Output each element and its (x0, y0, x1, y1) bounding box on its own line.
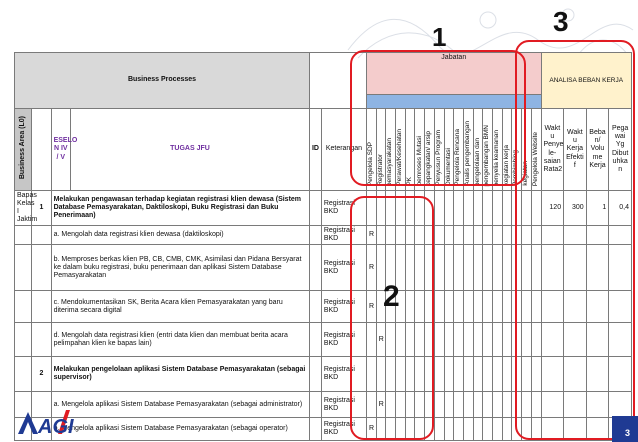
row-jabatan-cell (425, 418, 435, 441)
row-jabatan-cell (522, 392, 532, 418)
table-row (15, 191, 632, 226)
row-jabatan-cell (454, 392, 464, 418)
row-jabatan-cell (434, 226, 444, 245)
row-jabatan-cell (522, 323, 532, 357)
agi-logo-mark (14, 408, 74, 436)
row-jabatan-cell (454, 291, 464, 323)
row-jabatan-cell (434, 291, 444, 323)
row-jabatan-cell (522, 191, 532, 226)
jabatan-column-label: pengelolaan dan (473, 137, 481, 186)
row-jabatan-cell (434, 245, 444, 291)
jabatan-column-5 (415, 109, 425, 191)
row-jabatan-cell (473, 191, 483, 226)
row-jabatan-cell (483, 245, 493, 291)
row-id (309, 226, 321, 245)
row-jabatan-cell (405, 357, 415, 392)
row-analisa-value (609, 245, 632, 291)
responsibility-mark: R (367, 245, 377, 291)
jabatan-column-13 (492, 109, 502, 191)
row-jabatan-cell (444, 392, 454, 418)
jabatan-column-label: Registrator (376, 154, 384, 186)
row-jabatan-cell (396, 191, 406, 226)
analisa-column-2: Beba n/ Volu me Kerja (586, 109, 609, 191)
responsibility-mark: R (376, 323, 386, 357)
jabatan-column-label: Penyusun Program (434, 130, 442, 186)
table-row (15, 418, 632, 441)
jabatan-column-label: kegiatan (522, 161, 530, 186)
row-jabatan-cell (405, 323, 415, 357)
row-analisa-value (541, 291, 564, 323)
row-jabatan-cell (463, 245, 473, 291)
row-keterangan: Registrasi BKD (321, 323, 366, 357)
row-area (15, 291, 32, 323)
row-id (309, 418, 321, 441)
header-analisa-beban-kerja: ANALISA BEBAN KERJA (541, 53, 632, 109)
row-jabatan-cell (386, 226, 396, 245)
responsibility-mark: R (367, 226, 377, 245)
row-analisa-value (564, 392, 587, 418)
annotation-number-one: 1 (432, 22, 447, 52)
row-jabatan-cell (405, 245, 415, 291)
row-area: Bapas Kelas I Jaktim (15, 191, 32, 226)
analisa-column-3: Pega wai Yg Dibut uhka n (609, 109, 632, 191)
row-jabatan-cell (502, 191, 512, 226)
row-jabatan-cell (454, 191, 464, 226)
row-jabatan-cell (531, 418, 541, 441)
jabatan-column-label: kegiatan kerja (502, 145, 510, 186)
row-jabatan-cell (492, 245, 502, 291)
row-jabatan-cell (454, 323, 464, 357)
jabatan-column-label: Pengelola Website (531, 131, 539, 186)
jabatan-column-12 (483, 109, 493, 191)
row-jabatan-cell (531, 291, 541, 323)
row-jabatan-cell (425, 226, 435, 245)
row-jabatan-cell (473, 226, 483, 245)
row-jabatan-cell (502, 245, 512, 291)
row-jabatan-cell (415, 392, 425, 418)
row-jabatan-cell (367, 357, 377, 392)
jabatan-column-label: Pengelola Rencana (454, 129, 462, 186)
row-jabatan-cell (522, 245, 532, 291)
row-jabatan-cell (512, 226, 522, 245)
row-jabatan-cell (492, 418, 502, 441)
row-jabatan-cell (454, 357, 464, 392)
row-jabatan-cell (444, 357, 454, 392)
row-jabatan-cell (396, 392, 406, 418)
row-jabatan-cell (444, 418, 454, 441)
row-task: b. Memproses berkas klien PB, CB, CMB, CMK, Asimilasi dan Pidana Bersyarat ke dalam buku registrasi, buku penerimaan dan aplikasi Sistem Database Pemasyarakatan (51, 245, 309, 291)
row-analisa-value: 1 (586, 191, 609, 226)
row-jabatan-cell (512, 357, 522, 392)
row-jabatan-cell (405, 392, 415, 418)
row-jabatan-cell (425, 357, 435, 392)
row-jabatan-cell (463, 323, 473, 357)
row-jabatan-cell (483, 226, 493, 245)
row-jabatan-cell (396, 226, 406, 245)
row-analisa-value (609, 323, 632, 357)
row-analisa-value (586, 392, 609, 418)
row-area (15, 323, 32, 357)
row-jabatan-cell (502, 392, 512, 418)
row-analisa-value (586, 291, 609, 323)
row-jabatan-cell (434, 392, 444, 418)
row-analisa-value (586, 323, 609, 357)
row-jabatan-cell (492, 291, 502, 323)
jabatan-column-label: Dokumentasi (444, 148, 452, 186)
row-jabatan-cell (531, 392, 541, 418)
header-jabatan-band (367, 95, 541, 109)
row-keterangan: Registrasi BKD (321, 418, 366, 441)
row-id (309, 291, 321, 323)
row-jabatan-cell (522, 418, 532, 441)
row-jabatan-cell (512, 291, 522, 323)
row-analisa-value (586, 245, 609, 291)
row-jabatan-cell (444, 226, 454, 245)
row-jabatan-cell (405, 291, 415, 323)
row-jabatan-cell (463, 291, 473, 323)
row-jabatan-cell (492, 226, 502, 245)
row-task: Melakukan pengelolaan aplikasi Sistem Database Pemasyarakatan (sebagai supervisor) (51, 357, 309, 392)
row-jabatan-cell (415, 245, 425, 291)
jabatan-column-11 (473, 109, 483, 191)
row-index (32, 291, 51, 323)
row-jabatan-cell (386, 323, 396, 357)
row-jabatan-cell (415, 323, 425, 357)
row-jabatan-cell (454, 245, 464, 291)
row-jabatan-cell (512, 191, 522, 226)
row-id (309, 191, 321, 226)
row-jabatan-cell (444, 291, 454, 323)
header-business-area-cell (15, 109, 32, 191)
row-jabatan-cell (531, 357, 541, 392)
table-row (15, 323, 632, 357)
jabatan-column-label: PK (405, 177, 413, 186)
row-jabatan-cell (367, 191, 377, 226)
row-jabatan-cell (463, 226, 473, 245)
table-row (15, 291, 632, 323)
header-business-area: Business Area (L0) (19, 116, 27, 180)
row-keterangan: Registrasi BKD (321, 245, 366, 291)
row-jabatan-cell (367, 323, 377, 357)
row-jabatan-cell (463, 357, 473, 392)
row-jabatan-cell (522, 357, 532, 392)
jabatan-column-2 (386, 109, 396, 191)
row-jabatan-cell (405, 418, 415, 441)
row-jabatan-cell (483, 291, 493, 323)
row-jabatan-cell (434, 418, 444, 441)
row-index: 2 (32, 357, 51, 392)
row-jabatan-cell (473, 323, 483, 357)
row-analisa-value (586, 418, 609, 441)
row-jabatan-cell (492, 392, 502, 418)
row-keterangan: Registrasi BKD (321, 357, 366, 392)
row-jabatan-cell (396, 418, 406, 441)
row-index (32, 226, 51, 245)
annotation-number-two: 2 (383, 280, 400, 313)
header-blank-id (309, 53, 366, 109)
row-jabatan-cell (473, 392, 483, 418)
table-row (15, 226, 632, 245)
jabatan-column-7 (434, 109, 444, 191)
row-jabatan-cell (463, 418, 473, 441)
jabatan-column-label: pemasyarakatan (386, 137, 394, 186)
row-jabatan-cell (483, 418, 493, 441)
row-jabatan-cell (483, 191, 493, 226)
row-jabatan-cell (415, 418, 425, 441)
table-row (15, 245, 632, 291)
row-jabatan-cell (415, 291, 425, 323)
header-keterangan: Keterangan (321, 109, 366, 191)
jabatan-column-label: Pembimbing (512, 149, 520, 186)
row-task: Melakukan pengawasan terhadap kegiatan registrasi klien dewasa (Sistem Database Pemasyarakatan, Daktiloskopi, Buku Registrasi dan Buku Penerimaan) (51, 191, 309, 226)
row-keterangan: Registrasi BKD (321, 291, 366, 323)
row-jabatan-cell (512, 418, 522, 441)
row-area (15, 245, 32, 291)
row-jabatan-cell (434, 191, 444, 226)
header-jabatan: Jabatan (367, 53, 541, 95)
row-jabatan-cell (454, 418, 464, 441)
row-jabatan-cell (531, 191, 541, 226)
row-jabatan-cell (522, 226, 532, 245)
row-jabatan-cell (386, 418, 396, 441)
row-keterangan: Registrasi BKD (321, 226, 366, 245)
row-analisa-value (541, 323, 564, 357)
row-analisa-value (564, 418, 587, 441)
row-keterangan: Registrasi BKD (321, 191, 366, 226)
row-analisa-value (564, 291, 587, 323)
responsibility-mark: R (367, 418, 377, 441)
row-id (309, 245, 321, 291)
row-jabatan-cell (531, 226, 541, 245)
row-jabatan-cell (502, 357, 512, 392)
analisa-column-0: Wakt u Penye le- saian Rata2 (541, 109, 564, 191)
row-jabatan-cell (463, 392, 473, 418)
row-jabatan-cell (425, 245, 435, 291)
row-analisa-value (609, 291, 632, 323)
row-jabatan-cell (386, 357, 396, 392)
row-task: c. Mendokumentasikan SK, Berita Acara klien Pemasyarakatan yang baru diterima secara digital (51, 291, 309, 323)
row-analisa-value (564, 357, 587, 392)
header-blank-col (32, 109, 51, 191)
jabatan-column-4 (405, 109, 415, 191)
row-jabatan-cell (473, 357, 483, 392)
row-task: d. Mengolah data registrasi klien (entri data klien dan membuat berita acara pelimpahan klien ke bapas lain) (51, 323, 309, 357)
jabatan-column-8 (444, 109, 454, 191)
row-jabatan-cell (522, 291, 532, 323)
row-task: b. Mengelola aplikasi Sistem Database Pemasyarakatan (sebagai operator) (51, 418, 309, 441)
row-jabatan-cell (434, 357, 444, 392)
responsibility-mark: R (367, 291, 377, 323)
row-jabatan-cell (492, 323, 502, 357)
row-analisa-value (586, 226, 609, 245)
row-jabatan-cell (512, 245, 522, 291)
row-jabatan-cell (512, 323, 522, 357)
row-jabatan-cell (454, 226, 464, 245)
row-jabatan-cell (483, 357, 493, 392)
row-keterangan: Registrasi BKD (321, 392, 366, 418)
row-jabatan-cell (444, 323, 454, 357)
row-jabatan-cell (405, 226, 415, 245)
row-analisa-value (609, 226, 632, 245)
row-jabatan-cell (531, 245, 541, 291)
row-jabatan-cell (376, 226, 386, 245)
row-jabatan-cell (425, 323, 435, 357)
jabatan-column-label: penyelia keamanan (493, 129, 501, 186)
page-number: 3 (624, 428, 630, 438)
row-jabatan-cell (502, 226, 512, 245)
row-id (309, 323, 321, 357)
jabatan-column-label: Analis pengembangan (463, 121, 471, 186)
row-jabatan-cell (396, 323, 406, 357)
row-jabatan-cell (425, 291, 435, 323)
jabatan-column-3 (396, 109, 406, 191)
jabatan-column-label: pemroses Mutasi (415, 136, 423, 186)
jabatan-column-17 (531, 109, 541, 191)
header-eselon: ESELO N IV / V (51, 109, 70, 191)
row-jabatan-cell (396, 357, 406, 392)
row-jabatan-cell (386, 191, 396, 226)
row-jabatan-cell (376, 357, 386, 392)
row-analisa-value (541, 392, 564, 418)
row-jabatan-cell (463, 191, 473, 226)
jabatan-column-label: pengembangan BMN (483, 124, 491, 186)
agi-logo-text: AGI (38, 416, 74, 438)
row-jabatan-cell (492, 191, 502, 226)
row-jabatan-cell (425, 392, 435, 418)
row-jabatan-cell (444, 191, 454, 226)
row-analisa-value (541, 357, 564, 392)
header-business-processes: Business Processes (15, 53, 310, 109)
row-jabatan-cell (492, 357, 502, 392)
row-task: a. Mengolah data registrasi klien dewasa (daktiloskopi) (51, 226, 309, 245)
row-jabatan-cell (415, 226, 425, 245)
responsibility-mark: R (376, 392, 386, 418)
row-id (309, 357, 321, 392)
row-jabatan-cell (473, 291, 483, 323)
row-jabatan-cell (502, 291, 512, 323)
row-jabatan-cell (425, 191, 435, 226)
row-jabatan-cell (376, 418, 386, 441)
row-analisa-value (564, 245, 587, 291)
jabatan-column-15 (512, 109, 522, 191)
row-analisa-value (541, 245, 564, 291)
row-task: a. Mengelola aplikasi Sistem Database Pemasyarakatan (sebagai administrator) (51, 392, 309, 418)
row-jabatan-cell (415, 357, 425, 392)
row-jabatan-cell (512, 392, 522, 418)
row-analisa-value (541, 418, 564, 441)
header-tugas-jfu: TUGAS JFU (70, 109, 309, 191)
jabatan-column-label: kepangkatan/ arsip (425, 131, 433, 186)
jabatan-column-16 (522, 109, 532, 191)
row-index (32, 245, 51, 291)
jabatan-column-14 (502, 109, 512, 191)
batik-background-decoration (338, 0, 638, 60)
business-process-table (14, 52, 632, 441)
row-analisa-value: 0,4 (609, 191, 632, 226)
table-row (15, 392, 632, 418)
row-analisa-value (541, 226, 564, 245)
row-analisa-value: 300 (564, 191, 587, 226)
row-jabatan-cell (483, 323, 493, 357)
jabatan-column-label: Perawat/Kesehatan (396, 129, 404, 186)
jabatan-column-1 (376, 109, 386, 191)
row-area (15, 357, 32, 392)
row-analisa-value: 120 (541, 191, 564, 226)
jabatan-column-label: Pengelola SDP (367, 141, 375, 186)
agi-logo (14, 408, 74, 436)
table-row (15, 357, 632, 392)
row-jabatan-cell (376, 191, 386, 226)
row-jabatan-cell (415, 191, 425, 226)
row-index (32, 323, 51, 357)
row-jabatan-cell (405, 191, 415, 226)
jabatan-column-0 (367, 109, 377, 191)
header-id: ID (309, 109, 321, 191)
row-jabatan-cell (502, 323, 512, 357)
row-jabatan-cell (502, 418, 512, 441)
row-id (309, 392, 321, 418)
row-jabatan-cell (483, 392, 493, 418)
row-area (15, 226, 32, 245)
jabatan-column-10 (463, 109, 473, 191)
row-jabatan-cell (367, 392, 377, 418)
row-jabatan-cell (531, 323, 541, 357)
row-index: 1 (32, 191, 51, 226)
row-jabatan-cell (434, 323, 444, 357)
annotation-number-three: 3 (553, 6, 569, 37)
row-analisa-value (586, 357, 609, 392)
jabatan-column-9 (454, 109, 464, 191)
row-jabatan-cell (444, 245, 454, 291)
row-jabatan-cell (386, 392, 396, 418)
analisa-column-1: Wakt u Kerja Efekti f (564, 109, 587, 191)
row-analisa-value (564, 323, 587, 357)
jabatan-column-6 (425, 109, 435, 191)
row-analisa-value (564, 226, 587, 245)
row-jabatan-cell (473, 245, 483, 291)
row-jabatan-cell (473, 418, 483, 441)
row-analisa-value (609, 392, 632, 418)
row-analisa-value (609, 357, 632, 392)
